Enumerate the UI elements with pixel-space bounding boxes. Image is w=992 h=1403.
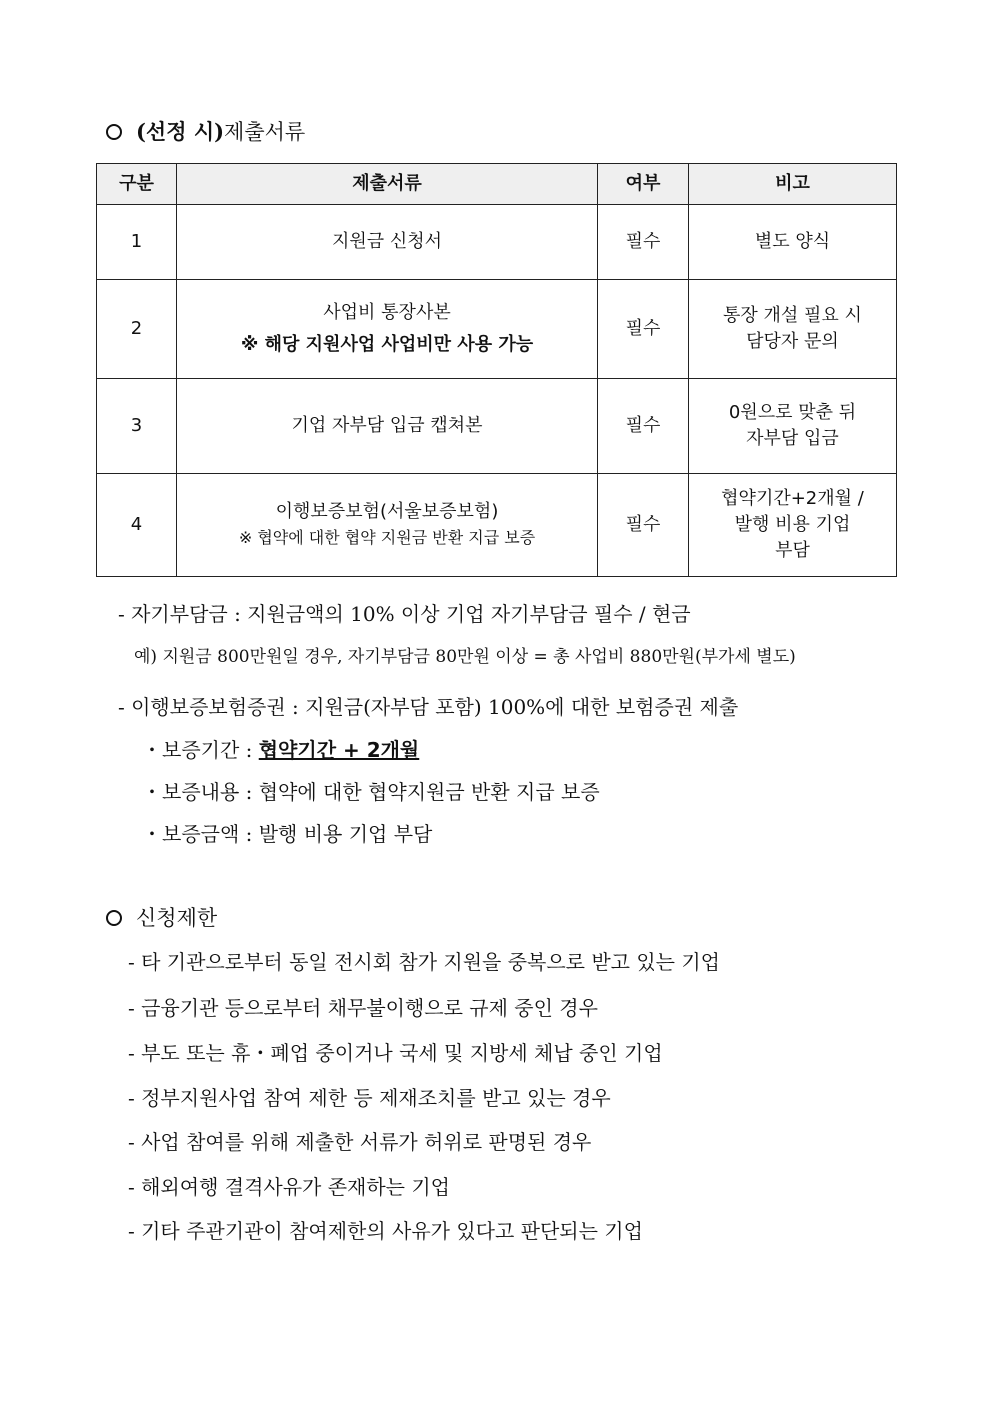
document-cell — [177, 474, 598, 577]
row-number: 3 — [97, 379, 177, 474]
row-number: 2 — [97, 280, 177, 379]
bond-amount: ・보증금액 : 발행 비용 기업 부담 — [142, 822, 433, 846]
document-note: ※ 해당 지원사업 사업비만 사용 가능 — [240, 334, 534, 355]
required-status: 필수 — [598, 474, 689, 577]
remark-line: 자부담 입금 — [746, 428, 839, 449]
bond-note: - 이행보증보험증권 : 지원금(자부담 포함) 100%에 대한 보험증권 제출 — [118, 695, 739, 719]
bond-period-value: 협약기간 + 2개월 — [258, 738, 420, 762]
circle-bullet-icon — [106, 910, 122, 926]
document-name: 기업 자부담 입금 캡쳐본 — [177, 379, 598, 474]
bond-period-label: ・보증기간 : — [142, 738, 259, 762]
table-row — [97, 379, 897, 474]
table-header-row — [97, 164, 897, 205]
table-row — [97, 474, 897, 577]
table-row — [97, 205, 897, 280]
list-item: - 해외여행 결격사유가 존재하는 기업 — [128, 1175, 450, 1199]
section-heading-submission: (선정 시)제출서류 — [106, 116, 305, 146]
header-required: 여부 — [598, 164, 689, 205]
row-number: 1 — [97, 205, 177, 280]
list-item: - 금융기관 등으로부터 채무불이행으로 규제 중인 경우 — [128, 996, 598, 1020]
document-cell — [177, 280, 598, 379]
header-documents: 제출서류 — [177, 164, 598, 205]
section-heading-restrictions: 신청제한 — [106, 902, 217, 932]
circle-bullet-icon — [106, 124, 122, 140]
list-item: - 타 기관으로부터 동일 전시회 참가 지원을 중복으로 받고 있는 기업 — [128, 950, 720, 974]
self-pay-example: 예) 지원금 800만원일 경우, 자기부담금 80만원 이상 = 총 사업비 880만원(부가세 별도) — [134, 647, 796, 667]
list-item: - 부도 또는 휴・폐업 중이거나 국세 및 지방세 체납 중인 기업 — [128, 1041, 663, 1065]
self-pay-note: - 자기부담금 : 지원금액의 10% 이상 기업 자기부담금 필수 / 현금 — [118, 602, 691, 626]
list-item: - 정부지원사업 참여 제한 등 제재조치를 받고 있는 경우 — [128, 1086, 611, 1110]
document-name: 이행보증보험(서울보증보험) — [275, 501, 499, 522]
remark-line: 0원으로 맞춘 뒤 — [728, 402, 857, 423]
remark-line: 협약기간+2개월 / — [721, 488, 864, 509]
required-status: 필수 — [598, 379, 689, 474]
table-row — [97, 280, 897, 379]
remark-line: 부담 — [775, 540, 810, 561]
remark-cell — [689, 474, 897, 577]
remark-line: 통장 개설 필요 시 — [723, 305, 862, 326]
list-item: - 사업 참여를 위해 제출한 서류가 허위로 판명된 경우 — [128, 1130, 592, 1154]
header-remark: 비고 — [689, 164, 897, 205]
header-category: 구분 — [97, 164, 177, 205]
remark-cell — [689, 379, 897, 474]
bond-content: ・보증내용 : 협약에 대한 협약지원금 반환 지급 보증 — [142, 780, 600, 804]
submission-documents-table — [96, 163, 897, 577]
remark: 별도 양식 — [689, 205, 897, 280]
remark-line: 발행 비용 기업 — [734, 514, 851, 535]
list-item: - 기타 주관기관이 참여제한의 사유가 있다고 판단되는 기업 — [128, 1219, 643, 1243]
required-status: 필수 — [598, 280, 689, 379]
document-note: ※ 협약에 대한 협약 지원금 반환 지급 보증 — [238, 528, 536, 547]
row-number: 4 — [97, 474, 177, 577]
document-name: 지원금 신청서 — [177, 205, 598, 280]
remark-cell — [689, 280, 897, 379]
bond-period — [142, 734, 419, 763]
required-status: 필수 — [598, 205, 689, 280]
remark-line: 담당자 문의 — [746, 331, 839, 352]
document-name: 사업비 통장사본 — [323, 302, 451, 323]
